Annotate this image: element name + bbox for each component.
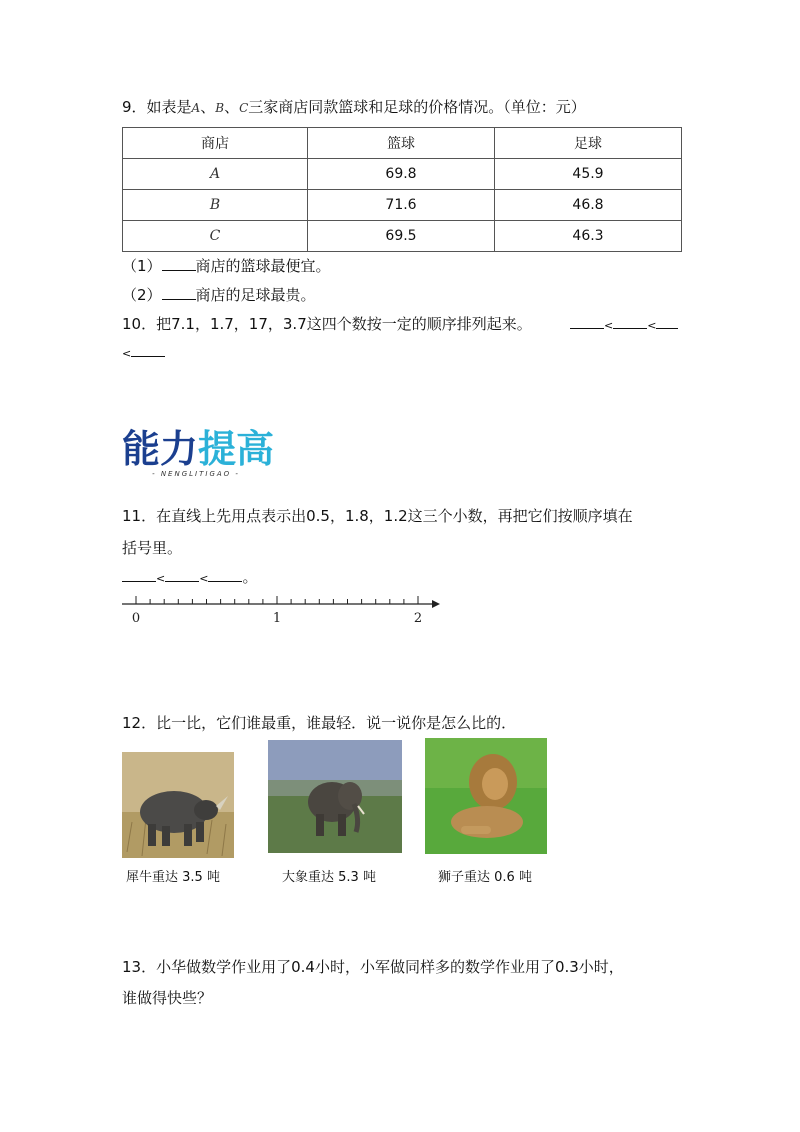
less-than-sign: < [199,572,209,585]
less-than-sign: < [156,572,166,585]
elephant-image [268,740,402,853]
store-c-symbol: C [239,101,249,115]
answer-blank[interactable] [208,567,242,582]
table-row [123,221,682,252]
table-header: 篮球 [308,128,495,159]
q13-text: 谁做得快些？ [122,989,213,1007]
q10-text: 10．把7.1，1.7，17，3.7这四个数按一定的顺序排列起来。 [122,315,532,333]
less-than-sign: < [647,319,657,332]
store-a-symbol: A [191,101,201,115]
lion-caption: 狮子重达 0.6 吨 [438,870,532,885]
q9-prompt [122,96,586,119]
q9-text-pre: 9．如表是 [122,98,192,116]
table-header-row [123,128,682,159]
q13-line2 [122,987,212,1009]
q9-sub2 [122,284,316,306]
period: 。 [242,568,258,586]
q11-line2 [122,537,182,559]
q11-line1 [122,505,633,527]
answer-blank[interactable] [122,567,156,582]
table-cell: 71.6 [308,190,495,221]
less-than-sign: < [604,319,614,332]
number-line [110,590,450,630]
q10-answer-row-cont [122,341,165,365]
section-logo [122,428,274,478]
store-b-symbol: B [215,101,225,115]
answer-blank[interactable] [162,256,196,271]
answer-blank[interactable] [613,314,647,329]
logo-part2: 提高 [198,427,275,471]
q11-answer-row [122,566,257,590]
rhino-caption: 犀牛重达 3.5 吨 [126,870,220,885]
q9-sub1 [122,255,331,277]
table-row [123,190,682,221]
q11-text: 11．在直线上先用点表示出0.5，1.8，1.2这三个小数，再把它们按顺序填在 [122,507,633,525]
sub-text: 商店的足球最贵。 [195,286,316,304]
table-header: 商店 [123,128,308,159]
price-table [122,127,682,252]
table-cell: 69.5 [308,221,495,252]
q11-text: 括号里。 [122,539,183,557]
q12-prompt [122,712,516,734]
tick-label: 0 [131,611,141,626]
sub-number: （2） [122,286,162,304]
arrow-head-icon [432,600,440,608]
table-cell: 45.9 [495,159,682,190]
answer-blank[interactable] [165,567,199,582]
separator: 、 [200,98,216,116]
table-cell: B [123,190,308,221]
table-cell: C [123,221,308,252]
less-than-sign: < [122,347,132,360]
sub-text: 商店的篮球最便宜。 [195,257,331,275]
table-row [123,159,682,190]
separator: 、 [224,98,240,116]
elephant-caption: 大象重达 5.3 吨 [282,870,376,885]
lion-image [425,738,547,854]
q10-prompt [122,313,532,335]
q13-text: 13．小华做数学作业用了0.4小时，小军做同样多的数学作业用了0.3小时， [122,958,624,976]
table-cell: A [123,159,308,190]
q12-text: 12．比一比，它们谁最重，谁最轻．说一说你是怎么比的． [122,714,517,732]
q13-line1 [122,956,624,978]
answer-blank[interactable] [570,314,604,329]
tick-label: 1 [272,611,282,626]
table-cell: 46.8 [495,190,682,221]
answer-blank[interactable] [162,285,196,300]
sub-number: （1） [122,257,162,275]
logo-subtitle: - NENGLITIGAO - [152,470,240,478]
answer-blank[interactable] [131,342,165,357]
logo-part1: 能力 [122,427,199,471]
table-header: 足球 [495,128,682,159]
logo-title [122,428,274,470]
tick-label: 2 [413,611,423,626]
q10-answer-row [570,313,678,337]
table-cell: 46.3 [495,221,682,252]
table-cell: 69.8 [308,159,495,190]
answer-blank[interactable] [656,314,678,329]
rhino-image [122,752,234,858]
q9-text-post: 三家商店同款篮球和足球的价格情况。（单位：元） [248,98,586,116]
